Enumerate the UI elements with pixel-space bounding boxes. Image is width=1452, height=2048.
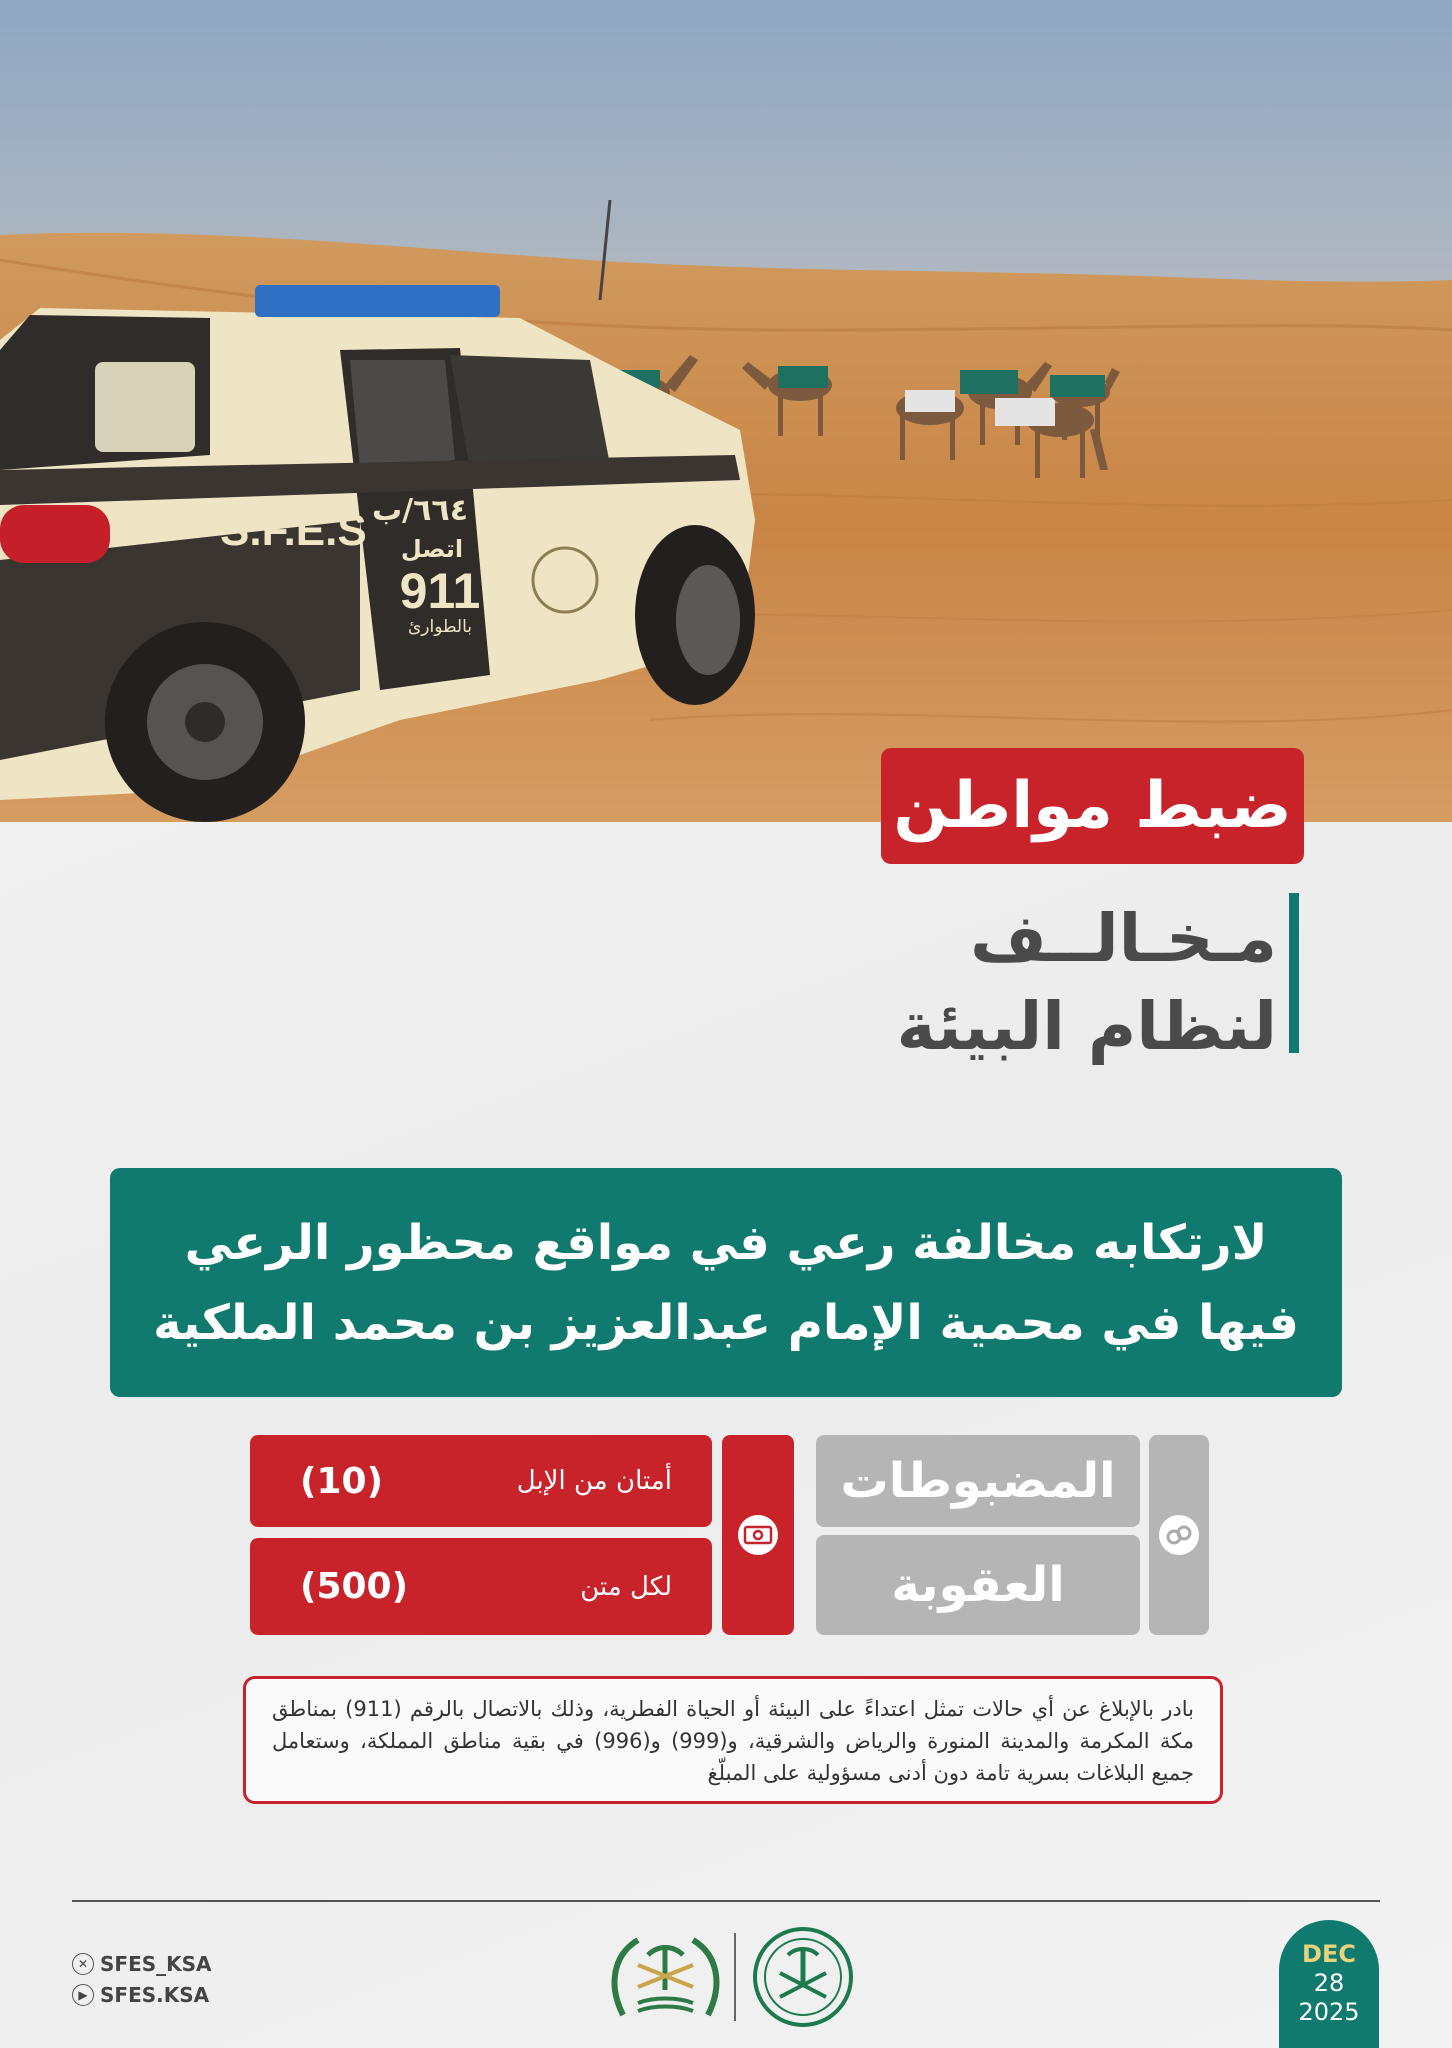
youtube-handle: SFES.KSA <box>100 1982 210 2007</box>
penalty-value-box <box>250 1538 712 1635</box>
seized-icon-column <box>1149 1435 1209 1635</box>
desert-patrol-illustration <box>0 0 1452 822</box>
date-year: 2025 <box>1298 1998 1360 2026</box>
report-notice <box>243 1676 1223 1804</box>
penalty-label: العقوبة <box>891 1557 1065 1613</box>
seized-value-box <box>250 1435 712 1527</box>
headline-badge <box>881 748 1304 864</box>
seized-value: (10) <box>300 1460 384 1502</box>
vehicle-call-text: اتصل <box>400 535 464 563</box>
banknote-icon <box>738 1515 778 1555</box>
youtube-icon: ▶ <box>72 1984 94 2006</box>
youtube-link[interactable] <box>72 1979 212 2010</box>
ministry-emblem-icon <box>748 1925 858 2030</box>
hero-photo <box>0 0 1452 822</box>
subheadline-line1: مـخـالــف <box>970 900 1277 977</box>
violation-panel <box>110 1168 1342 1397</box>
vehicle-brand-text: S.F.E.S <box>220 506 367 555</box>
money-icon-column <box>722 1435 794 1635</box>
penalty-label-box <box>816 1535 1140 1635</box>
penalty-value: (500) <box>300 1566 409 1607</box>
subheadline-line2: لنظام البيئة <box>896 988 1277 1065</box>
seized-description: أمتان من الإبل <box>516 1466 672 1496</box>
sfes-emblem-icon <box>603 1925 728 2030</box>
date-month: DEC <box>1302 1940 1356 1968</box>
subheadline-accent-bar <box>1289 893 1299 1053</box>
date-badge <box>1279 1920 1379 2048</box>
vehicle-plate-text: ٦٦٤/ب <box>371 493 469 528</box>
handcuffs-icon <box>1159 1515 1199 1555</box>
seized-label: المضبوطات <box>840 1453 1116 1509</box>
subheadline <box>897 895 1277 1071</box>
vehicle-sub-text: بالطوارئ <box>407 617 473 637</box>
emblem-divider <box>734 1933 736 2021</box>
footer-divider <box>72 1900 1380 1902</box>
headline-text: ضبط مواطن <box>893 769 1292 843</box>
report-notice-text: بادر بالإبلاغ عن أي حالات تمثل اعتداءً على البيئة أو الحياة الفطرية، وذلك بالاتصال بالرقم (911) بمناطق مكة المكرمة والمدينة المنورة والرياض والشرقية، و(999) و(996) في بقية مناطق المملكة، وستعامل جميع البلاغات بسرية تامة دون أدنى مسؤولية على المبلّغ <box>272 1697 1195 1785</box>
x-logo-icon: ✕ <box>72 1953 94 1975</box>
date-day: 28 <box>1313 1969 1345 1997</box>
x-handle: SFES_KSA <box>100 1951 212 1976</box>
social-links <box>72 1948 212 2010</box>
vehicle-number: 911 <box>399 563 481 619</box>
emblems <box>603 1925 859 2030</box>
penalty-description: لكل متن <box>580 1571 672 1602</box>
violation-line2: فيها في محمية الإمام عبدالعزيز بن محمد الملكية <box>153 1294 1299 1351</box>
x-link[interactable] <box>72 1948 212 1979</box>
violation-line1: لارتكابه مخالفة رعي في مواقع محظور الرعي <box>184 1214 1268 1271</box>
seized-label-box <box>816 1435 1140 1527</box>
